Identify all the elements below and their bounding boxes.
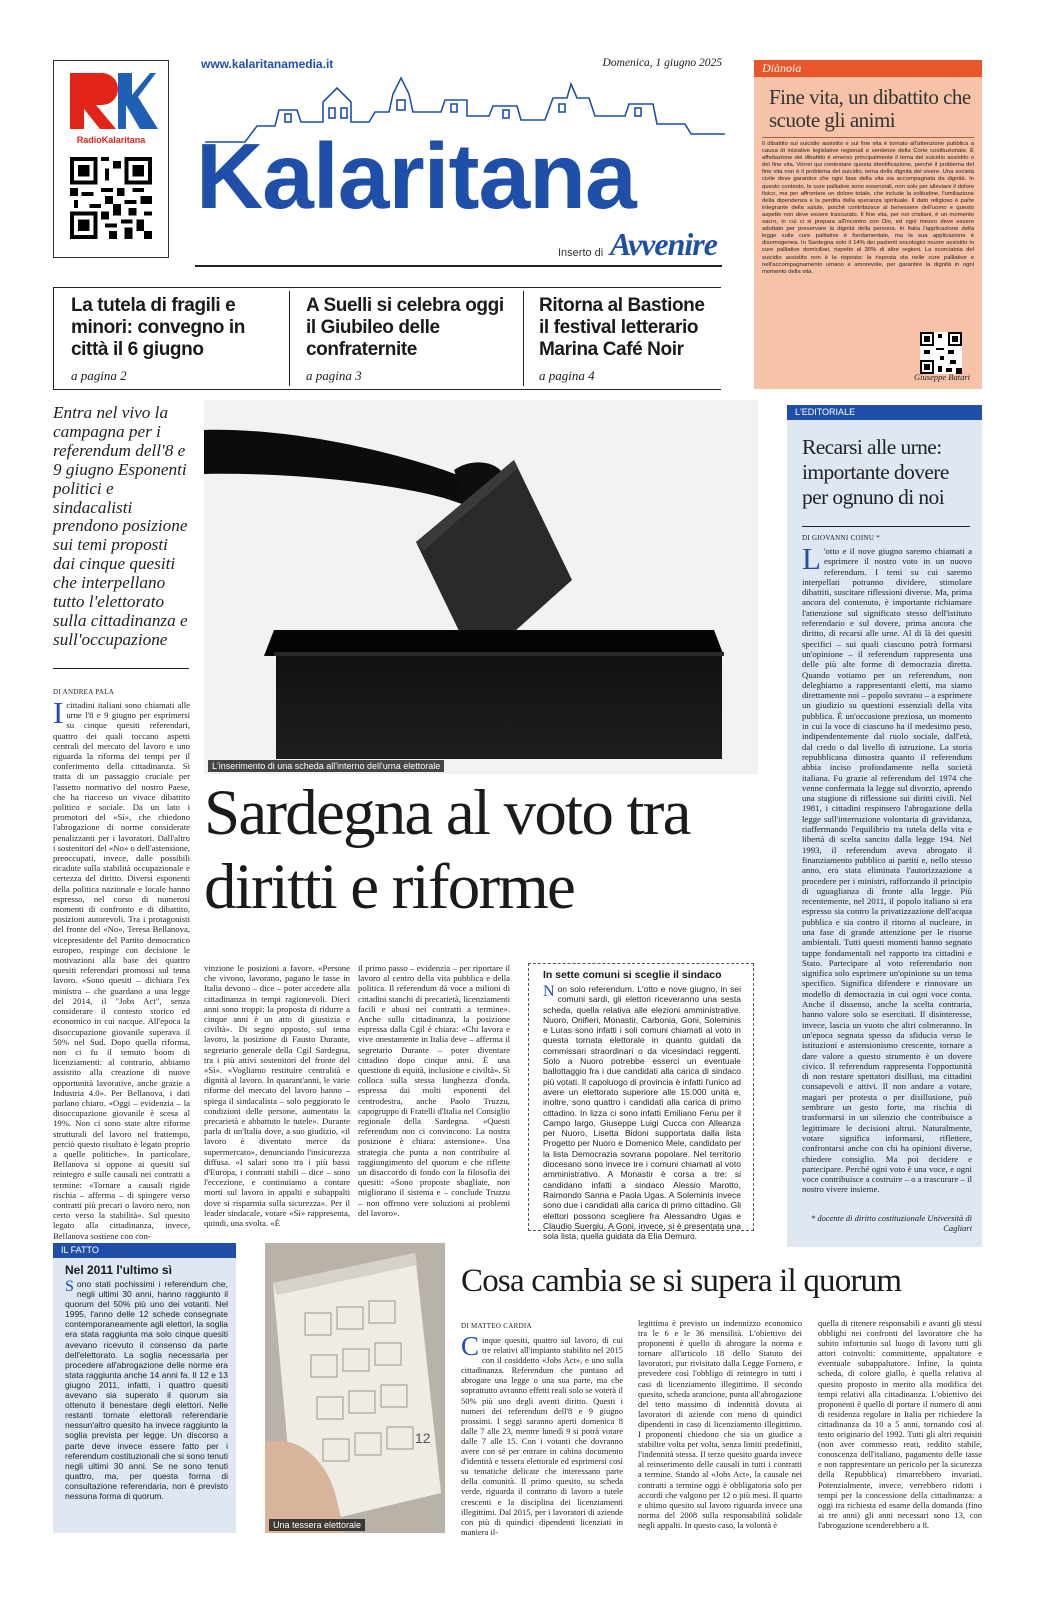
editorial-title-rule	[802, 526, 970, 527]
newspaper-title: Kalaritana	[196, 124, 636, 228]
main-story-kicker: Entra nel vivo la campagna per i referendum dell'8 e 9 giugno Esponenti politici e sindacalisti prendono posizione sui temi proposti dai cinque quesiti che interpellano tutto l'elettorato sulla cittadinanza e sull'occupazione	[53, 403, 188, 649]
main-story-col1	[53, 695, 190, 1241]
radio-kalaritana-logo[interactable]	[66, 69, 156, 139]
main-story-dropcap: I	[53, 695, 64, 730]
quorum-col2: legittima è previsto un indennizzo economico tra le 6 e le 36 mensilità. L'obiettivo dei proponenti è quello di abrogare la norma e tornare all'articolo 18 dello Statuto dei lavoratori, pur rivisitato dalla Legge Fornero, e prevedere così l'obbligo di reintegro in tutti i casi di licenziamento illegittimo. Il secondo quesito, scheda arancione, punta all'abrogazione del tetto massimo di indennità dovuta ai lavoratori di aziende con meno di quindici dipendenti in caso di licenziamento illegittimo. I proponenti chiedono che sia un giudice a stabilire volta per volta, senza limiti predefiniti, l'indennità stessa. Il terzo quesito guarda invece al reinserimento delle causali in tutti i contratti a termine. Stando al «Jobs Act», la causale nei contratti a termine oggi è obbligatoria solo per accordi che valgono per 12 o più mesi. Il quarto e ultimo quesito sul lavoro riguarda invece una norma del 2008 sulla responsabilità solidale negli appalti. In questo caso, la volontà è	[638, 1318, 802, 1530]
quorum-byline: DI MATTEO CARDIA	[461, 1322, 532, 1330]
website-url[interactable]: www.kalaritanamedia.it	[201, 57, 334, 71]
teaser-2[interactable]	[306, 295, 511, 387]
teaser-1-title: La tutela di fragili e minori: convegno in città il 6 giugno	[71, 295, 245, 360]
dianoia-author: Giuseppe Batari	[914, 372, 970, 382]
mayor-elections-box	[528, 963, 754, 1242]
quorum-col1-text: inque quesiti, quattro sul lavoro, di cui tre relativi all'impianto stabilito nel 2015 con il cosiddetto «Jobs Act», e uno sulla cittadinanza. Referendum che puntano ad abrogare una legge o una sua parte, ma che soprattutto avranno effetti reali solo se voterà il 50% più uno degli aventi diritto. Questi i numeri dei referendum dell'8 e 9 giugno prossimi. I seggi saranno aperti domenica 8 dalle 7 alle 23, mentre lunedì 9 si potrà votare dalle 7 alle 15. Con i votanti che dovranno avere con sé per entrare in cabina documento d'identità e tessera elettorale ed esprimersi così su tematiche delicate che interessano parte della comunità. Il primo quesito, su scheda verde, riguarda il contratto di lavoro a tutele crescenti e la disciplina dei licenziamenti illegittimi. Dal 2015, per i lavoratori di aziende con più di quindici dipendenti licenziati in maniera il-	[461, 1335, 623, 1537]
fact-box	[53, 1243, 236, 1533]
radio-logo-box	[53, 60, 169, 258]
teaser-divider-2	[523, 291, 524, 386]
mayor-elections-title: In sette comuni si sceglie il sindaco	[543, 969, 722, 981]
kicker-rule	[53, 668, 189, 669]
mayor-elections-body: on solo referendum. L'otto e nove giugno, in sei comuni sardi, gli elettori riceveranno una sesta scheda, quella relativa alle elezioni amministrative. Nuoro, Onifieri, Monastir, Carbonia, Goni, Soleminis e Luras sono infatti i soli comuni chiamati al voto in questa tornata elettorale in quanto guidati da commissari straordinari o da vicesindaci reggenti. Solo a Nuoro potrebbe esserci un eventuale ballottaggio fra i due candidati alla carica di sindaco più votati. Il capoluogo di provincia è infatti l'unico ad avere un elettorato superiore alle 15.000 unità e, inoltre, sono quattro i candidati alla carica di primo cittadino. In lizza ci sono infatti Emiliano Fenu per il Campo largo, Giuseppe Luigi Cucca con Alleanza per Nuoro, Lisetta Bidoni supportata dalla lista Progetto per Nuoro e Domenico Mele, candidato per la lista Democrazia sovrana popolare. Nel territorio diocesano sono invece tre i comuni chiamati al voto amministrativo. A Monastir è corsa a tre: si candidano infatti a sindaco Alessio Marotto, Raimondo Sanna e Paola Ugas. A Soleminis invece sono due i candidati alla carica di primo cittadino. Gli elettori possono scegliere fra Alessandro Ugas e Claudio Suergiu. A Goni, invece, si è presentata una sola lista, quella guidata da Elia Demuro.	[543, 984, 741, 1242]
masthead-qr-code[interactable]	[70, 157, 152, 239]
quorum-dropcap: C	[461, 1331, 480, 1361]
insert-label: Inserto di	[558, 247, 604, 259]
editorial-footnote: * docente di diritto costituzionale Università di Cagliari	[810, 1213, 972, 1233]
dianoia-title: Fine vita, un dibattito che scuote gli animi	[769, 85, 971, 132]
quorum-col1	[461, 1331, 623, 1537]
quorum-headline: Cosa cambia se si supera il quorum	[461, 1263, 902, 1299]
editorial-title: Recarsi alle urne: importante dovere per ognuno di noi	[802, 435, 949, 509]
main-story-col1-text: cittadini italiani sono chiamati alle urne l'8 e 9 giugno per esprimersi su cinque quesiti referendari, quattro dei quali toccano aspetti centrali del mercato del lavoro e uno riguarda la riforma dei tempi per il conferimento della cittadinanza. Si tratta di un passaggio cruciale per l'assetto normativo del nostro Paese, che ha riacceso un vivace dibattito politico e sociale. Da un lato i promotori del «Sì», che chiedono l'abrogazione di norme considerate penalizzanti per i lavoratori. Dall'altro i sostenitori del «No» o dell'astensione, preoccupati, invece, dalle possibili ricadute sulla stabilità occupazionale e certezza del diritto. Diversi esponenti della politica nazionale e locale hanno espresso, nel corso di numerosi momenti di confronto e di dibattito, posizioni autorevoli. Tra i protagonisti del fronte del «No», Teresa Bellanova, vicepresidente del Partito democratico europeo, respinge con decisione le motivazioni alla base dei quattro quesiti referendari promossi sul tema lavoro. «Sono quesiti – dichiara l'ex ministra – che guardano a una legge del 2014, il "Jobs Act", senza considerare il contesto storico ed economico in cui nacque. All'epoca la disoccupazione giovanile superava il 50% nel Sud. Dopo quella riforma, non ci fu il temuto boom di licenziamenti: al contrario, abbiamo assistito alla creazione di nuove opportunità lavorative, anche grazie a Industria 4.0». Per Bellanova, i dati parlano chiaro. «Oggi – evidenzia – la disoccupazione giovanile è scesa al 19%. Non ci sono state altre riforme strutturali del lavoro nel frattempo, perciò questo risultato è legato proprio a quelle politiche». In particolare, Bellanova si oppone ai quesiti sul reintegro e sulle causali nei contratti a termine: «Tornare a causali rigide rischia – afferma – di spingere verso contratti più precari o lavoro nero, non certo verso la stabilità». Sul quesito legato alla cittadinanza, invece, Bellanova sostiene con con-	[53, 700, 190, 1241]
dianoia-body: Il dibattito sul suicidio assistito e sul fine vita è tornato all'attenzione pubblica a causa di iniziative legislative regionali e sentenze della Corte costituzionale. È affettazione del dibattito è emerso principalmente il tema del suicidio assistito o del fine vita. Vorrei qui contestare questa identificazione, perché il problema del fine vita non è il problema del suicidio, tema della dignità del vivere. Una società civile deve garantire che ogni fase della vita sia accompagnata da dignità. In questo contesto, le cure palliative sono essenziali, non solo per alleviare il dolore fisico, ma per affrontare un dolore totale, che include la solitudine, l'umiliazione della dipendenza e la perdita della speranza spirituale. Il dato religioso è parte integrante della salute, poiché contribuisce al benessere dell'uomo e questo aspetto non deve essere trascurato. Il fine vita, per noi cristiani, è un momento sacro, in cui ci si prepara all'incontro con Dio, ed ogni mezzo deve essere adottato per preservare la dignità della persona. In Italia l'applicazione della legge sulle cure palliative è fondamentale, ma la sua applicazione è disomogenea. In Sardegna solo il 14% dei pazienti oncologici muore assistito in cure palliative domiciliari, rispetto al 30% di altre regioni. La scorciatoia del suicidio assistito non è la risposta: la risposta sta nelle cure palliative e nell'accompagnamento umano e amorevole, per garantire la dignità in ogni momento della vita.	[762, 141, 974, 275]
dianoia-qr-code[interactable]	[920, 332, 962, 374]
dianoia-label: Diànoia	[754, 60, 982, 77]
dianoia-box	[754, 60, 982, 389]
editorial-body: 'otto e il nove giugno saremo chiamati a esprimere il nostro voto in un nuovo referendum. I temi su cui saremo interpellati potranno dividere, stimolare dibattiti, suscitare riflessioni diverse. Ma, prima ancora del contenuto, è importante richiamare l'attenzione sul significato stesso dell'istituto referendario e sul dovere, prima ancora che diritto, di recarsi alle urne. Al di là dei quesiti specifici – sui quali ciascuno potrà formarsi un'opinione – il referendum rappresenta una delle più alte forme di democrazia diretta. Quando votiamo per un referendum, non deleghiamo a rappresentanti eletti, ma siamo direttamente noi – popolo sovrano – a esprimere un giudizio su questioni essenziali della vita pubblica. È un'occasione preziosa, un momento in cui la voce di ciascuno ha il medesimo peso, indipendentemente dal ruolo sociale, dall'età, dal credo o dal livello di istruzione. La storia repubblicana dimostra quanto il referendum abbia inciso profondamente nella società italiana. Fu grazie al referendum del 1974 che venne confermata la legge sul divorzio, aprendo una stagione di riflessione sui diritti civili. Nel 1981, i cittadini respinsero l'abrogazione della legge sull'interruzione volontaria di gravidanza, riaffermando l'equilibrio tra tutela della vita e libertà di scelta sancito dalla legge 194. Nel 1993, il referendum aveva abrogato il finanziamento pubblico ai partiti e, nello stesso anno, era stata eliminata l'autorizzazione a procedere per i ministri, rafforzando il principio di uguaglianza di fronte alla legge. Più recentemente, nel 2011, il popolo italiano si era espresso sia contro la privatizzazione dell'acqua pubblica e sia contro il ritorno al nucleare, in una fase di grande attenzione per le risorse ambientali. Tutti questi momenti hanno segnato tappe fondamentali nel rapporto tra cittadini e Stato. Partecipare al voto referendario non significa solo esprimere un'opinione su un tema specifico. Significa difendere e rinnovare un modello di democrazia in cui ogni voce conta. Anche il dissenso, anche la scelta contraria, hanno valore solo se esercitati. Il disinteresse, invece, lascia un vuoto che altri colmeranno. In un'epoca segnata spesso da sfiducia verso le istituzioni e astensionismo crescente, tornare a dare valore a questo strumento è un dovere civico. Il referendum rappresenta l'opportunità di non restare spettatori disillusi, ma cittadini consapevoli e attivi. Il non andare a votare, magari per protesta o per disillusione, può sembrare un gesto forte, ma rischia di trasformarsi in un silenzio che contribuisce a legittimare le decisioni altrui. Naturalmente, votare significa informarsi, riflettere, confrontarsi anche con chi ha opinioni diverse, chiedere consiglio. Ma poi decidere e partecipare. Perché ogni voto è una voce, e ogni voce contribuisce a costruire – o a trascurare – il nostro vivere insieme.	[802, 546, 972, 1195]
svg-text:12: 12	[415, 1430, 431, 1446]
fact-box-label: IL FATTO	[53, 1243, 236, 1258]
teasers-bottom-rule	[53, 389, 721, 390]
teaser-1[interactable]	[71, 295, 276, 387]
ballot-photo[interactable]	[204, 400, 758, 774]
mayor-elections-dropcap: N	[543, 983, 555, 1000]
teaser-2-page: a pagina 3	[306, 368, 362, 383]
teaser-3-page: a pagina 4	[539, 368, 595, 383]
teaser-divider-1	[289, 291, 290, 386]
teaser-2-title: A Suelli si celebra oggi il Giubileo delle confraternite	[306, 295, 504, 360]
dianoia-title-rule	[762, 137, 974, 138]
fact-box-title: Nel 2011 l'ultimo sì	[65, 1263, 172, 1277]
editorial-byline: DI GIOVANNI COINU *	[802, 534, 881, 542]
editorial-label: L'EDITORIALE	[787, 405, 982, 420]
radio-logo-text: RadioKalaritana	[76, 135, 146, 145]
teaser-1-page: a pagina 2	[71, 368, 127, 383]
voter-card-photo[interactable]	[265, 1243, 445, 1533]
main-story-col3: il primo passo – evidenzia – per riportare il lavoro al centro della vita pubblica e della politica. Il referendum dà voce a milioni di cittadini stanchi di precarietà, licenziamenti facili e abusi nei contratti a termine». Anche sulla cittadinanza, la posizione espressa dalla Cgil è chiara: «Chi lavora e vive onestamente in Italia deve – afferma il segretario Durante – poter diventare cittadino dopo cinque anni. È una questione di equità, inclusione e civiltà». Si colloca sulla stessa lunghezza d'onda, espressa dai molti esponenti del centrodestra, anche Paolo Truzzu, capogruppo di Fratelli d'Italia nel Consiglio regionale della Sardegna. «Questi referendum non ci convincono. La nostra posizione è chiara: astensione». Una strategia che punta a non contribuire al raggiungimento del quorum e che riflette un disaccordo di fondo con la filosofia dei quesiti: «Sono proposte sbagliate, non migliorano il sistema e – conclude Truzzu – non offrono vere soluzioni ai problemi del lavoro».	[358, 963, 510, 1218]
teaser-3[interactable]	[539, 295, 719, 387]
avvenire-logo[interactable]: Avvenire	[610, 226, 717, 262]
masthead-bottom-rule	[195, 265, 722, 267]
main-story-byline: DI ANDREA PALA	[53, 688, 115, 696]
teasers-left-rule	[53, 287, 54, 390]
ballot-photo-caption: L'inserimento di una scheda all'interno dell'urna elettorale	[208, 760, 444, 772]
teaser-3-title: Ritorna al Bastione il festival letterario Marina Café Noir	[539, 295, 705, 360]
fact-box-dropcap: S	[65, 1278, 74, 1295]
issue-date: Domenica, 1 giugno 2025	[602, 57, 722, 69]
editorial-column	[787, 405, 982, 1247]
main-story-col2: vinzione le posizioni a favore. «Persone che vivono, lavorano, pagano le tasse in Italia devono – dice – poter accedere alla cittadinanza in tempi ragionevoli. Dieci anni sono troppi: la proposta di ridurre a cinque anni è un atto di giustizia e civiltà». Di segno opposto, sul tema lavoro, la posizione di Fausto Durante, segretario generale della Cgil Sardegna, tra i più attivi sostenitori del fronte del «Sì». «Vogliamo restituire centralità e dignità al lavoro. In quarant'anni, le varie riforme del mercato del lavoro hanno – spiega il sindacalista – solo peggiorato le condizioni delle persone, aumentato la precarietà e abbattuto le tutele». Durante parla di un'Italia dove, a suo giudizio, «il lavoro è diventato merce da supermercato», denunciando l'insicurezza diffusa. «I salari sono tra i più bassi d'Europa, i contratti stabili – dice – sono l'eccezione, e continuiamo a contare morti sul lavoro in appalti e subappalti dove si risparmia sulla sicurezza». Per il leader sindacale, votare «Sì» rappresenta, quindi, una svolta. «È	[204, 963, 350, 1229]
main-headline: Sardegna al voto tra diritti e riforme	[204, 777, 690, 923]
teasers-top-rule	[53, 287, 721, 288]
fact-box-body: ono stati pochissimi i referendum che, negli ultimi 30 anni, hanno raggiunto il quorum del 50% più uno dei votanti. Nel 1995, l'anno delle 12 schede consegnate contemporaneamente agli elettori, la soglia era stata raggiunta ma solo cinque quesiti avevano ricevuto il consenso da parte dell'elettorato. La soglia necessaria per procedere all'abrogazione delle norme era stata raggiunta anche 14 anni fa. Il 12 e 13 giugno 2011, infatti, i quattro quesiti avevano sia superato il quorum sia ottenuto il benestare degli elettori. Nelle restanti tornate elettorali referendarie nessun'altro quesito ha invece raggiunto la soglia prevista per legge. Un discorso a parte deve invece essere fatto per i referendum costituzionali che si sono tenuti negli ultimi 30 anni. Se ne sono tenuti quattro, ma, per questa forma di consultazione referendaria, non è previsto nessuna forma di quorum.	[65, 1279, 229, 1501]
voter-card-caption: Una tessera elettorale	[269, 1519, 365, 1531]
editorial-dropcap: L	[802, 541, 821, 576]
quorum-col3: quella di ritenere responsabili e avanti gli stessi obblighi nei confronti del lavoratore che ha subito infortunio sul luogo di lavoro tutti gli attori coinvolti: committente, appaltatore e eventuale subappaltatore. Infine, la quinta scheda, di colore giallo, è quella relativa al quesito proposto in merito alla modifica dei tempi relativi alla cittadinanza. L'obiettivo dei proponenti è quello di portare il numero di anni di residenza regolare in Italia per richiedere la cittadinanza da 10 a 5 anni, tornando così al testo originario del 1992. Tutti gli altri requisiti (non aver commesso reati, reddito stabile, conoscenza dell'italiano, pagamento delle tasse e non rappresentare un pericolo per la sicurezza della Repubblica) rimarrebbero invariati. Potenzialmente, invece, verrebbero ridotti i tempi per la concessione della cittadinanza: a oggi tra richiesta ed esame della domanda (fino ai tre anni) gli anni necessari sono 13, con l'abrogazione scenderebbero a 8.	[818, 1318, 982, 1530]
